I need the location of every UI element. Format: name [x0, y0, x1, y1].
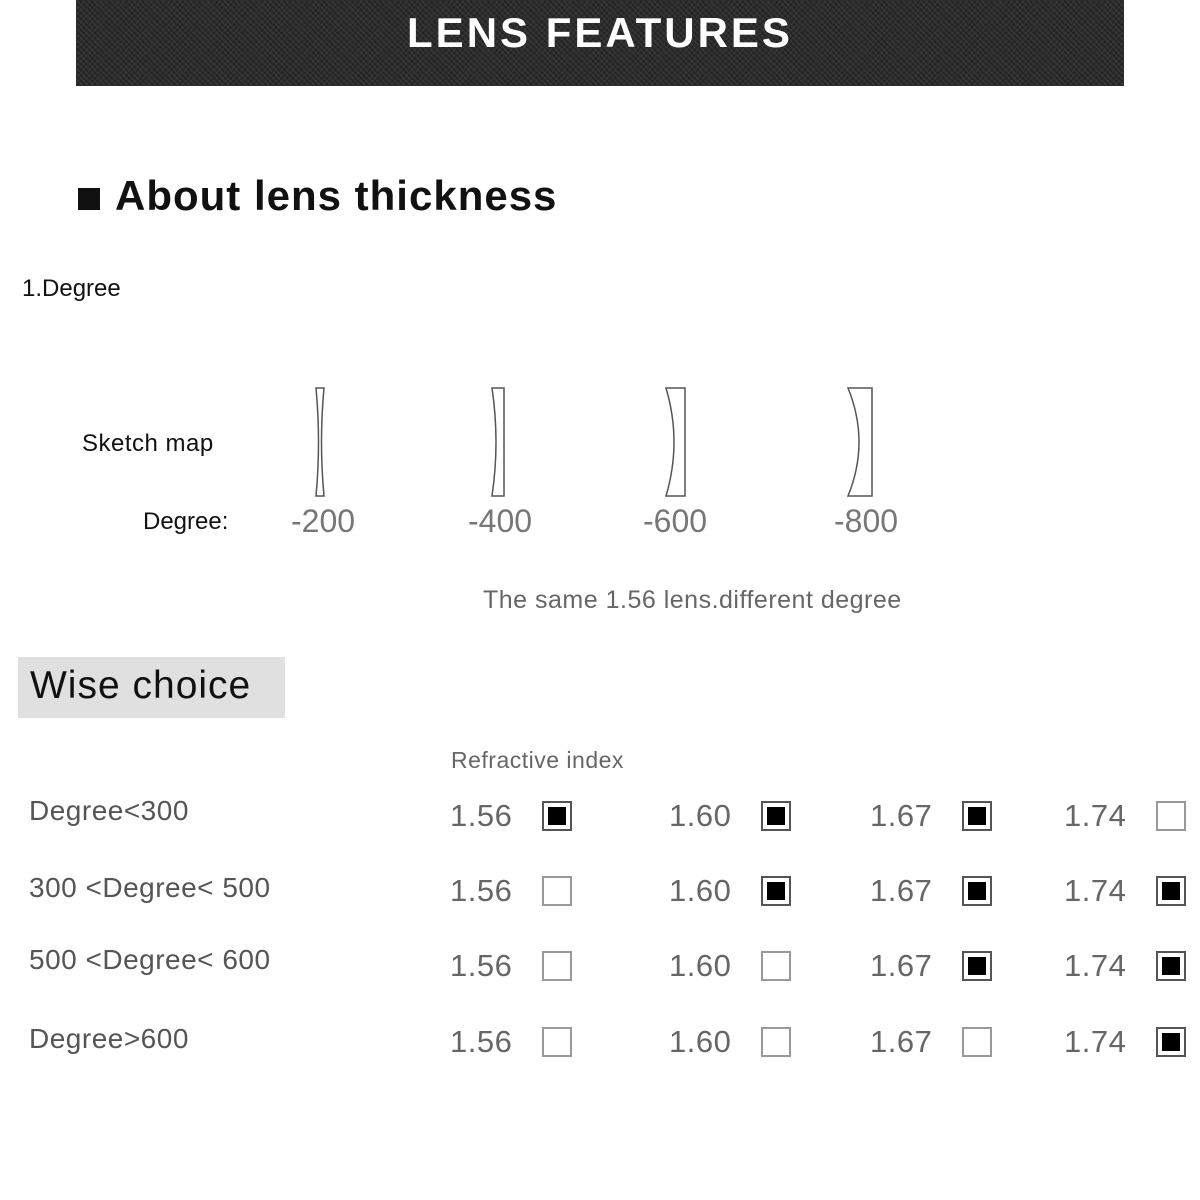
unchecked-box-icon [542, 951, 572, 981]
sketch-caption: The same 1.56 lens.different degree [483, 586, 902, 614]
unchecked-box-icon [1156, 801, 1186, 831]
wise-choice-heading: Wise choice [18, 657, 285, 718]
degree-range-label: 500 <Degree< 600 [29, 944, 271, 975]
refractive-index-value: 1.56 [450, 948, 513, 983]
degree-value: -600 [643, 503, 708, 539]
refractive-index-value: 1.74 [1064, 798, 1127, 833]
degree-value: -200 [291, 503, 356, 539]
degree-value: -800 [834, 503, 899, 539]
index-option [870, 873, 992, 909]
unchecked-box-icon [962, 1027, 992, 1057]
check-fill-icon [1162, 957, 1180, 975]
checked-box-icon [962, 876, 992, 906]
degree-range-label: 300 <Degree< 500 [29, 872, 271, 903]
degree-value: -400 [468, 503, 533, 539]
checked-box-icon [962, 951, 992, 981]
unchecked-box-icon [761, 1027, 791, 1057]
index-option [669, 1024, 791, 1060]
check-fill-icon [548, 807, 566, 825]
refractive-index-value: 1.74 [1064, 1024, 1127, 1059]
refractive-index-value: 1.60 [669, 1024, 732, 1059]
lens-features-banner [76, 0, 1124, 86]
index-option [669, 948, 791, 984]
check-fill-icon [767, 882, 785, 900]
refractive-index-value: 1.60 [669, 948, 732, 983]
refractive-index-value: 1.67 [870, 948, 933, 983]
lens-sketch-800-icon [846, 386, 876, 498]
degree-range-label: Degree<300 [29, 795, 189, 826]
index-option [1064, 1024, 1186, 1060]
index-option [870, 798, 992, 834]
refractive-index-value: 1.67 [870, 1024, 933, 1059]
checked-box-icon [542, 801, 572, 831]
index-option [450, 873, 572, 909]
section-title [78, 172, 557, 220]
unchecked-box-icon [542, 1027, 572, 1057]
check-fill-icon [1162, 882, 1180, 900]
refractive-index-value: 1.60 [669, 798, 732, 833]
degree-subhead: 1.Degree [22, 275, 121, 302]
index-option [450, 1024, 572, 1060]
unchecked-box-icon [542, 876, 572, 906]
index-option [450, 798, 572, 834]
check-fill-icon [968, 807, 986, 825]
bullet-square-icon [78, 188, 100, 210]
index-option [1064, 873, 1186, 909]
refractive-index-value: 1.56 [450, 798, 513, 833]
checked-box-icon [761, 801, 791, 831]
index-option [669, 798, 791, 834]
check-fill-icon [968, 957, 986, 975]
index-option [1064, 948, 1186, 984]
refractive-index-value: 1.67 [870, 873, 933, 908]
refractive-index-value: 1.67 [870, 798, 933, 833]
lens-sketch-200-icon [312, 386, 332, 498]
sketch-map-label: Sketch map [82, 430, 214, 457]
refractive-index-value: 1.74 [1064, 873, 1127, 908]
index-option [870, 1024, 992, 1060]
refractive-index-label: Refractive index [451, 747, 624, 773]
check-fill-icon [968, 882, 986, 900]
checked-box-icon [1156, 951, 1186, 981]
checked-box-icon [1156, 1027, 1186, 1057]
lens-sketch-400-icon [490, 386, 512, 498]
section-title-text: About lens thickness [115, 172, 558, 219]
check-fill-icon [1162, 1033, 1180, 1051]
refractive-index-value: 1.74 [1064, 948, 1127, 983]
banner-title: LENS FEATURES [407, 9, 793, 56]
index-option [1064, 798, 1186, 834]
unchecked-box-icon [761, 951, 791, 981]
degree-label: Degree: [143, 508, 229, 535]
refractive-index-value: 1.56 [450, 1024, 513, 1059]
index-option [669, 873, 791, 909]
refractive-index-value: 1.60 [669, 873, 732, 908]
checked-box-icon [1156, 876, 1186, 906]
index-option [870, 948, 992, 984]
checked-box-icon [962, 801, 992, 831]
checked-box-icon [761, 876, 791, 906]
index-option [450, 948, 572, 984]
lens-sketch-600-icon [664, 386, 688, 498]
check-fill-icon [767, 807, 785, 825]
refractive-index-value: 1.56 [450, 873, 513, 908]
degree-range-label: Degree>600 [29, 1023, 189, 1054]
